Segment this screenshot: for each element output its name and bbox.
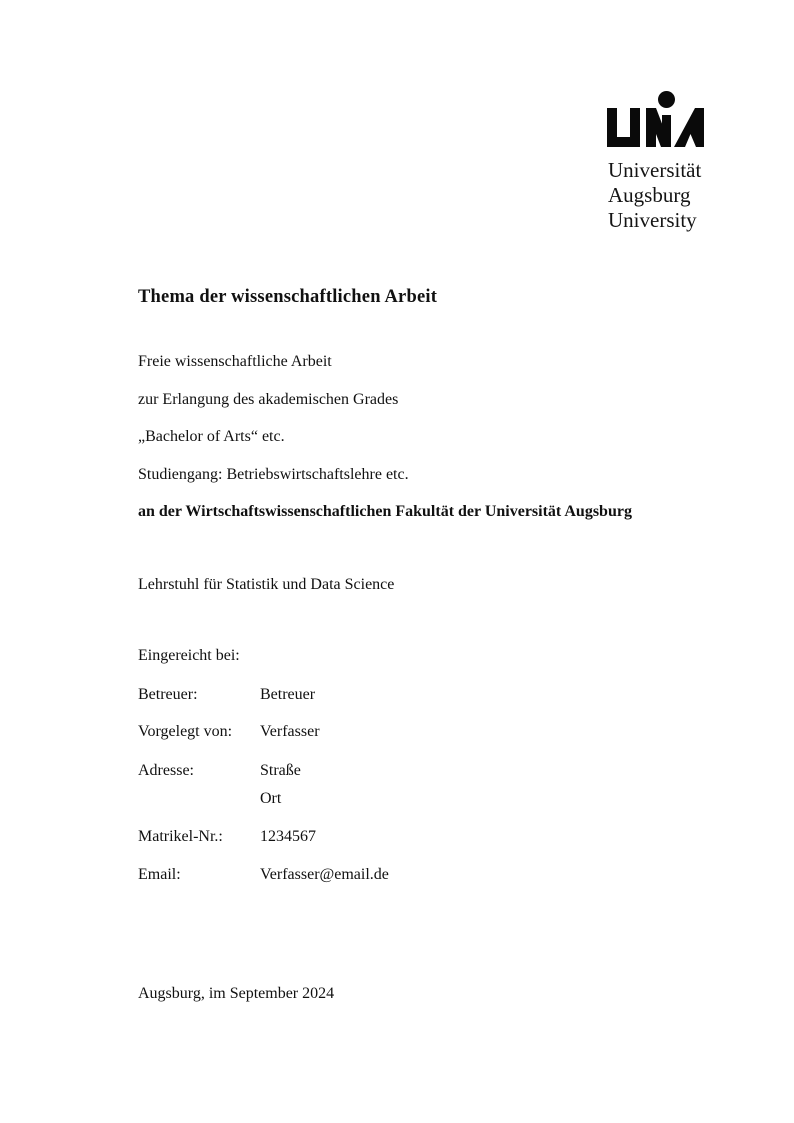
matriculation-row (138, 827, 316, 847)
email-row (138, 865, 389, 885)
address-label: Adresse: (138, 762, 194, 779)
email-value: Verfasser@email.de (260, 866, 389, 883)
supervisor-value: Betreuer (260, 686, 316, 703)
supervisor-row (138, 685, 315, 705)
author-value: Verfasser (260, 723, 320, 740)
email-label: Email: (138, 866, 181, 883)
address-street: Straße (260, 762, 301, 779)
address-row (138, 761, 301, 809)
page-title: Thema der wissenschaftlichen Arbeit (138, 287, 438, 307)
address-city: Ort (260, 790, 282, 807)
author-row (138, 722, 320, 742)
matriculation-value: 1234567 (260, 828, 316, 845)
wordmark-line-de: Universität (608, 158, 702, 182)
wordmark-line-en: University (608, 208, 697, 232)
matriculation-label: Matrikel-Nr.: (138, 828, 223, 845)
intro-line-2: zur Erlangung des akademischen Grades (138, 391, 399, 408)
faculty-line: an der Wirtschaftswissenschaftlichen Fakultät der Universität Augsburg (138, 503, 632, 520)
wordmark-line-city: Augsburg (608, 183, 691, 207)
date-line: Augsburg, im September 2024 (138, 985, 335, 1002)
university-wordmark (608, 158, 701, 233)
intro-line-3: „Bachelor of Arts“ etc. (138, 428, 285, 445)
chair-line: Lehrstuhl für Statistik und Data Science (138, 576, 395, 593)
intro-line-1: Freie wissenschaftliche Arbeit (138, 353, 332, 370)
supervisor-label: Betreuer: (138, 686, 198, 703)
submitted-heading: Eingereicht bei: (138, 647, 240, 664)
intro-line-4: Studiengang: Betriebswirtschaftslehre etc. (138, 466, 409, 483)
unia-logo-icon (607, 91, 710, 148)
address-value (260, 761, 301, 809)
author-label: Vorgelegt von: (138, 723, 233, 740)
